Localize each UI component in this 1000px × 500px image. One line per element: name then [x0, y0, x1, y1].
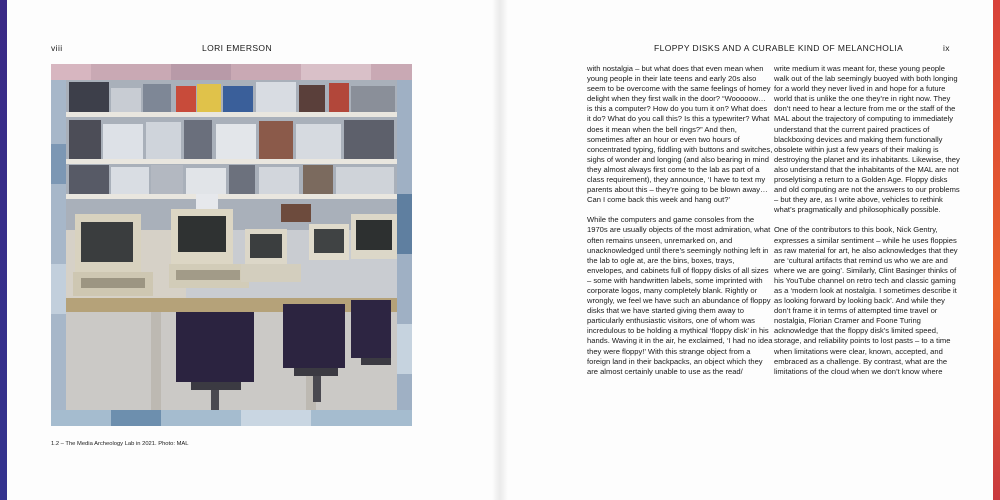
left-running-head: LORI EMERSON [202, 43, 272, 53]
text-column-1 [587, 64, 773, 387]
column-1-paragraph-2: While the computers and game consoles from the 1970s are usually objects of the most admiration, what often remains unseen, unremarked on, and unacknowledged until there’s seemingly nothing left in the lab to ogle at, are the bins, boxes, trays, envelopes, and cabinets full of floppy disks of all sizes – some with handwritten labels, some imprinted with corporate logos, many completely blank. Rightly or wrongly, we feel we have such an abundance of floppy disks that we have started giving them away to particularly enthusiastic visitors, one of whom was incredulous to be holding a mythical ‘floppy disk’ in his hands. Waving it in the air, he exclaimed, ‘I had no idea they were floppy!’ With this strange object from a foreign land in their backpacks, an object which they are almost certainly unable to use as the read/ [587, 215, 773, 376]
photo-caption: 1.2 – The Media Archeology Lab in 2021. Photo: MAL [51, 441, 189, 447]
text-column-2 [774, 64, 960, 387]
left-page-number: viii [51, 43, 63, 53]
right-page-edge-stripe [993, 0, 1000, 500]
book-gutter [492, 0, 508, 500]
column-2-paragraph-1: write medium it was meant for, these young people walk out of the lab seemingly buoyed with both longing for a world they never lived in and hope for a future world that is unlike the one they’re in right now. They don’t need to hear a lecture from me or the staff of the MAL about the trajectory of computing to immediately understand that the current paired practices of blackboxing devices and making them functionally obsolete within just a few years of their making is destroying the planet and its inhabitants. Likewise, they also understand that the inhabitants of the MAL are not proselytising a return to a Golden Age. Floppy disks and old computing are not the answers to our problems – but they are, as I write above, vehicles to rethink what’s pragmatically and philosophically possible. [774, 64, 960, 215]
left-page-edge-stripe [0, 0, 7, 500]
lab-photo [51, 64, 412, 426]
right-page-number: ix [943, 43, 950, 53]
column-1-paragraph-1: with nostalgia – but what does that even mean when young people in their late teens and early 20s also seem to be overcome with the same feelings of homey delight when they first walk in the door? “Wooooow… is this a computer? How do you turn it on? What does it do? What do you call this? Is this a typewriter? What does it mean when the bell rings?” And then, sometimes after an hour or even two hours of concentrated typing, fiddling with buttons and switches, sighs of wonder and longing (and also bearing in mind they almost always first come to the lab as part of a class requirement), they announce, ‘I have to text my parents about this – they’re going to be blown away… Can I come back this week and hang out?’ [587, 64, 773, 205]
column-2-paragraph-2: One of the contributors to this book, Nick Gentry, expresses a similar sentiment – while he uses floppies as raw material for art, he also acknowledges that they are ‘cultural artifacts that remind us who we are and where we are going’. Similarly, Clint Basinger thinks of his YouTube channel on retro tech and classic gaming as a ‘modern look at nostalgia. I sometimes describe it as looking forward by looking back’. And while they don’t frame it in terms of attempted time travel or nostalgia, Florian Cramer and Foone Turing acknowledge that the floppy disk’s limited speed, storage, and reliability points to lost pasts – to a time when limitations were clear, known, accepted, and embraced as a challenge. By contrast, what are the limitations of the cloud when we don’t know where [774, 225, 958, 376]
right-running-head: FLOPPY DISKS AND A CURABLE KIND OF MELANCHOLIA [654, 43, 904, 53]
